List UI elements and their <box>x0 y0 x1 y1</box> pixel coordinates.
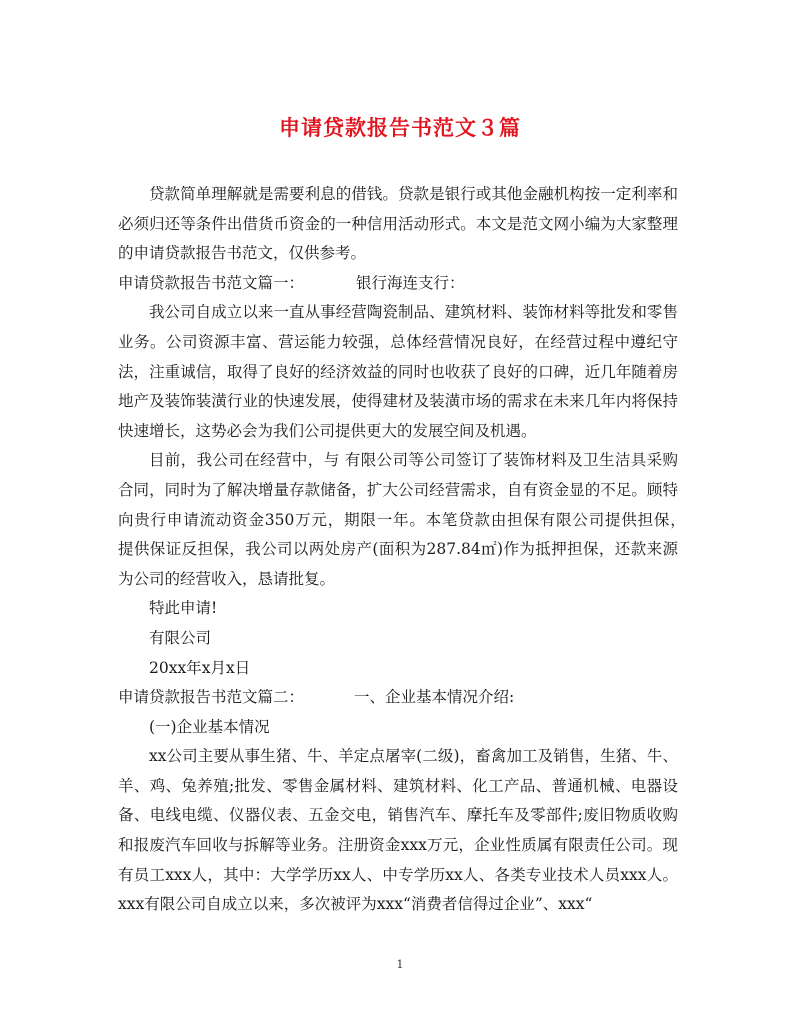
section1-addressee: 银行海连支行： <box>356 273 465 292</box>
section1-paragraph-1: 我公司自成立以来一直从事经营陶瓷制品、建筑材料、装饰材料等批发和零售业务。公司资源丰富、营运能力较强，总体经营情况良好，在经营过程中遵纪守法，注重诚信，取得了良好的经济效益的同时也收获了良好的口碑，近几年随着房地产及装饰装潢行业的快速发展，使得建材及装潢市场的需求在未来几年内将保持快速增长，这势必会为我们公司提供更大的发展空间及机遇。 <box>118 303 678 440</box>
section2-heading: 申请贷款报告书范文篇二： <box>118 688 305 707</box>
section1-date: 20xx年x月x日 <box>149 658 251 677</box>
section1-closing: 特此申请! <box>149 599 218 618</box>
section1-paragraph-2: 目前，我公司在经营中，与 有限公司等公司签订了装饰材料及卫生洁具采购合同，同时为了解决增量存款储备，扩大公司经营需求，自有资金显的不足。顾特向贵行申请流动资金350万元，期限一年。本笔贷款由担保有限公司提供担保， 提供保证反担保，我公司以两处房产(面积为287.84㎡)作为抵押担保，还款来源为公司的经营收入，恳请批复。 <box>118 451 694 588</box>
document-body <box>118 180 694 920</box>
document-title: 申请贷款报告书范文３篇 <box>279 115 521 140</box>
page-number: 1 <box>396 958 404 971</box>
section1-heading: 申请贷款报告书范文篇一： <box>118 273 305 292</box>
section2-subheading: 一、企业基本情况介绍: <box>354 688 515 707</box>
section1-company: 有限公司 <box>149 628 212 647</box>
section2-heading-line <box>118 683 678 713</box>
intro-paragraph: 贷款简单理解就是需要利息的借钱。贷款是银行或其他金融机构按一定利率和必须归还等条件出借货币资金的一种信用活动形式。本文是范文网小编为大家整理的申请贷款报告书范文，仅供参考。 <box>118 185 678 263</box>
section1-heading-line <box>118 269 678 299</box>
section2-item-1: (一)企业基本情况 <box>149 717 270 736</box>
section2-paragraph-1: xx公司主要从事生猪、牛、羊定点屠宰(二级)，畜禽加工及销售，生猪、牛、羊、鸡、兔养殖;批发、零售金属材料、建筑材料、化工产品、普通机械、电器设备、电线电缆、仪器仪表、五金交电，销售汽车、摩托车及零部件;废旧物质收购和报废汽车回收与拆解等业务。注册资金xxx万元，企业性质属有限责任公司。现有员工xxx人，其中：大学学历xx人、中专学历xx人、各类专业技术人员xxx人。xxx有限公司自成立以来，多次被评为xxx“消费者信得过企业”、xxx“ <box>118 747 678 914</box>
